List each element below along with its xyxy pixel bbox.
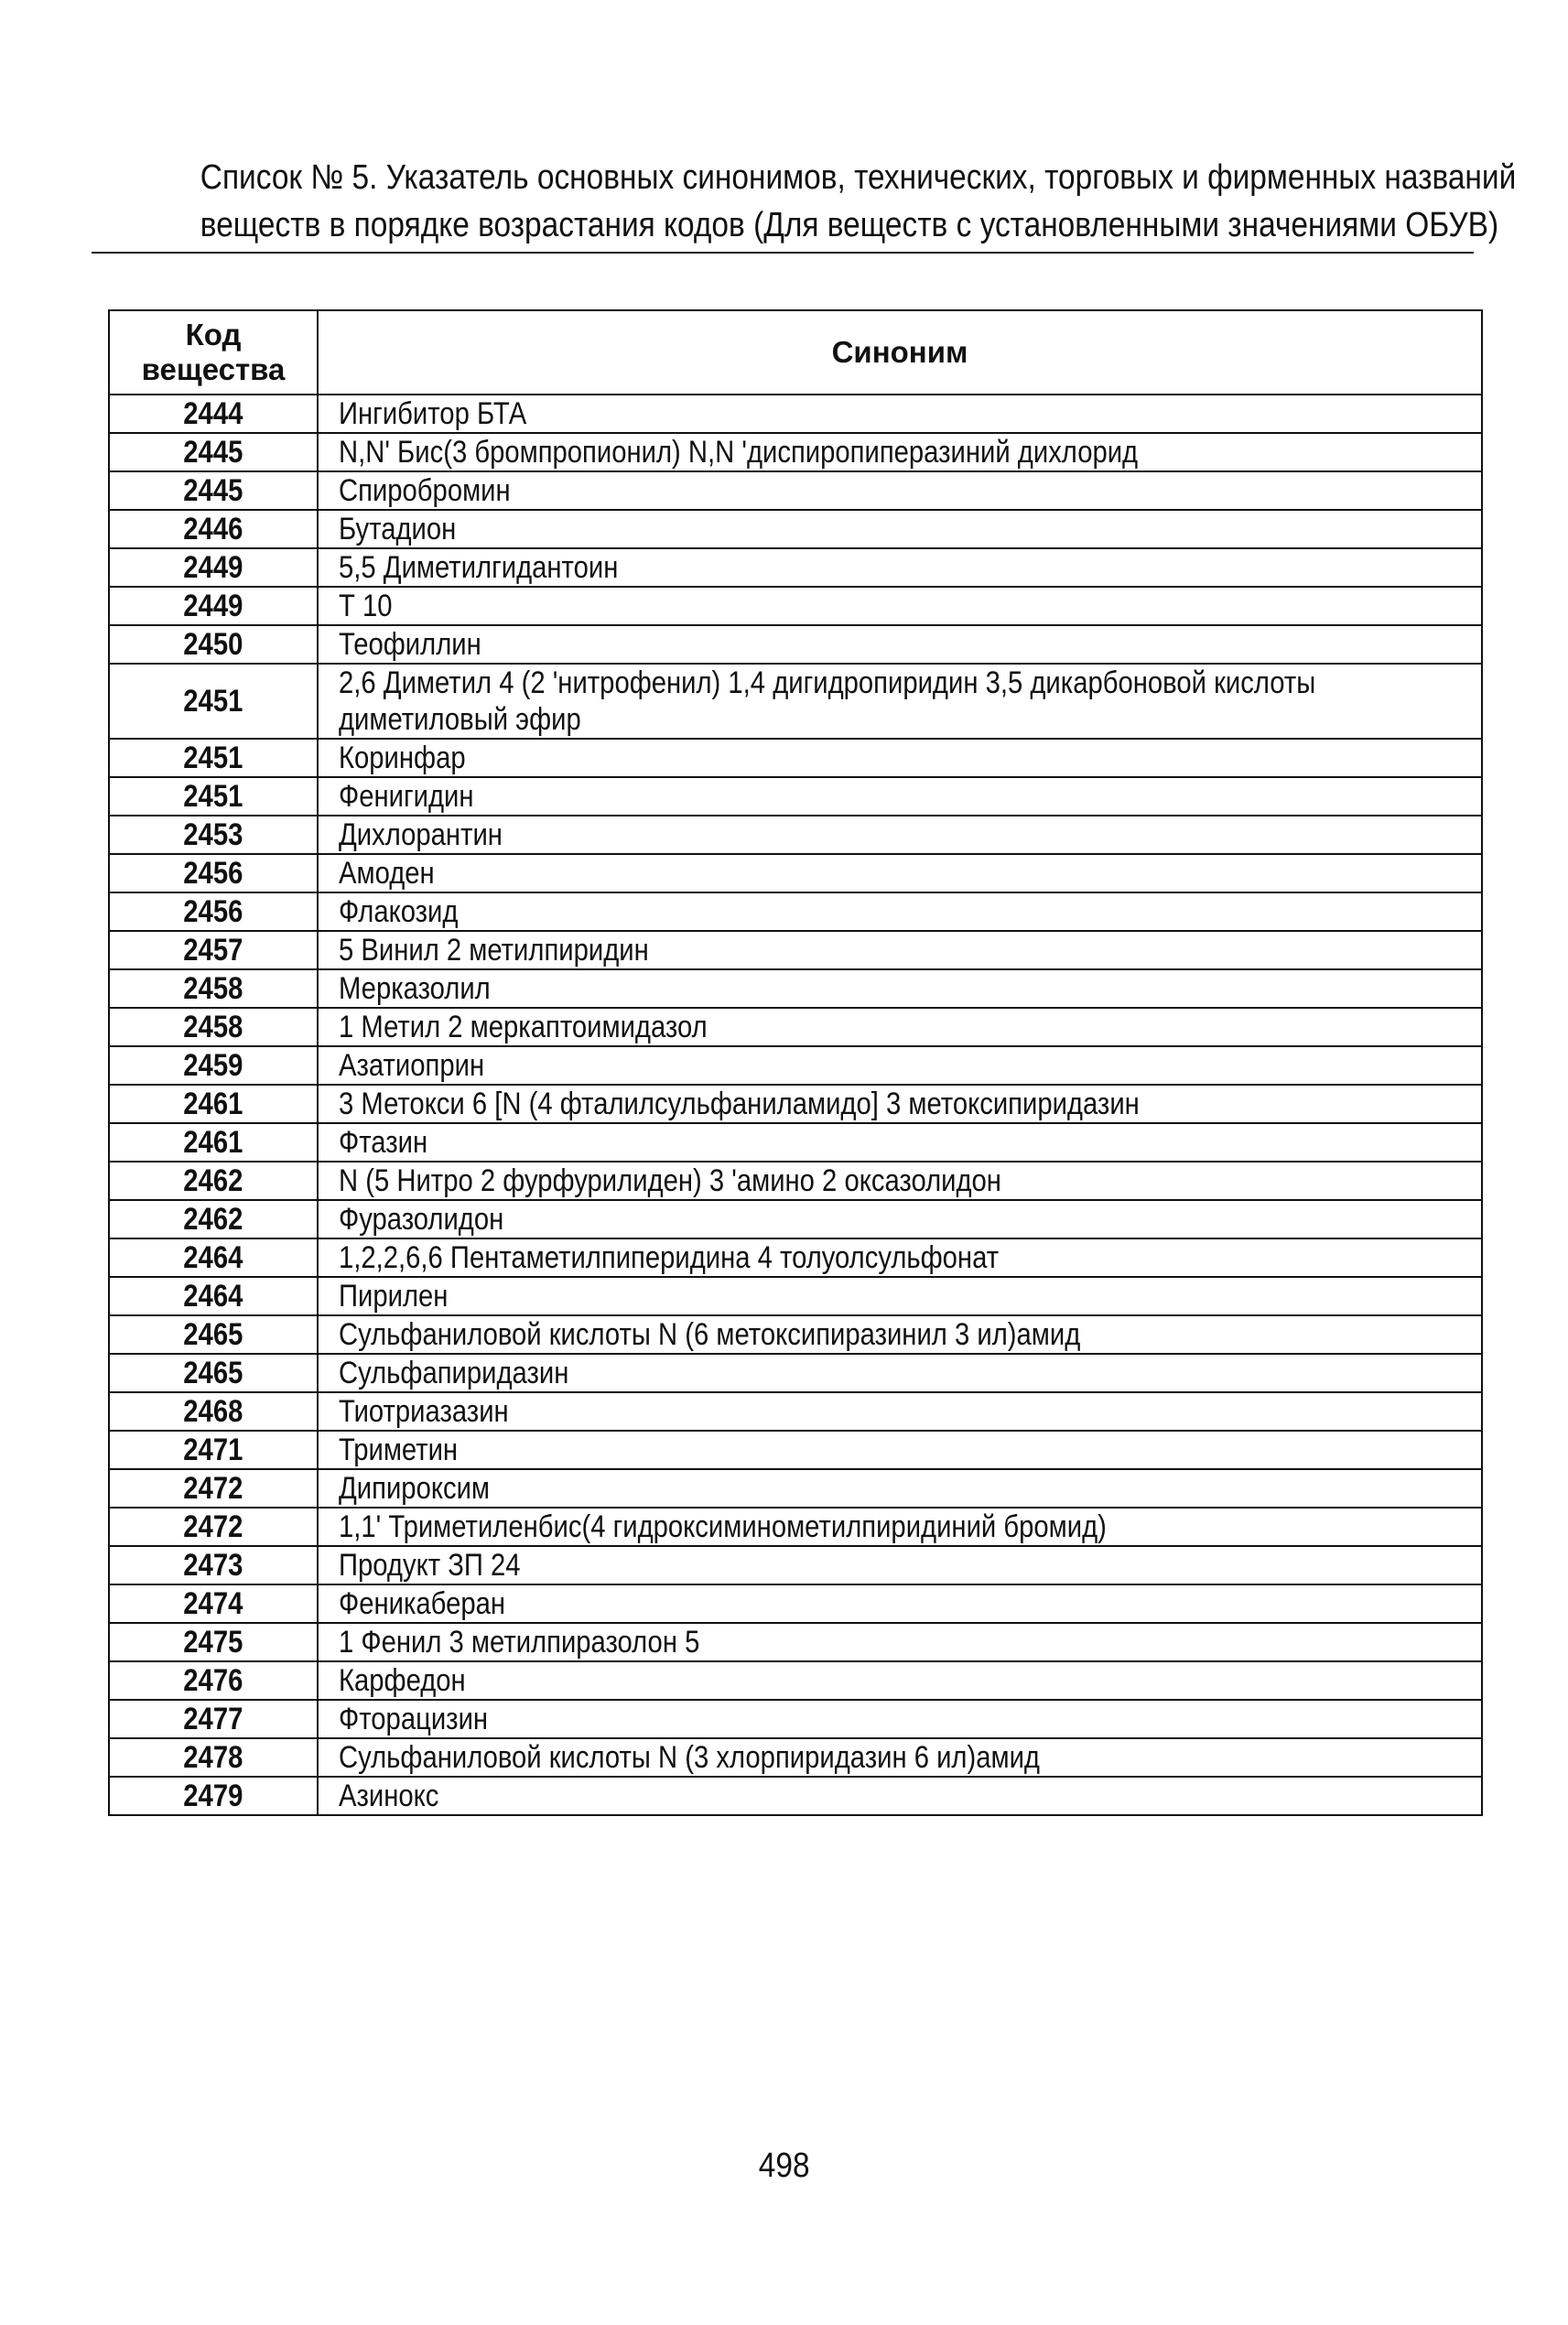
substance-code <box>109 931 318 969</box>
substance-code <box>109 587 318 625</box>
substance-code-text: 2468 <box>183 1393 243 1429</box>
substance-code <box>109 1238 318 1277</box>
substance-code-text: 2461 <box>183 1086 243 1121</box>
synonym-text: Азинокс <box>339 1779 439 1813</box>
synonym <box>318 1700 1482 1738</box>
substance-code <box>109 777 318 816</box>
synonym <box>318 1046 1482 1085</box>
substance-code <box>109 969 318 1008</box>
table-row <box>109 471 1482 510</box>
substance-code <box>109 892 318 931</box>
table-row <box>109 1508 1482 1546</box>
page-number-text: 498 <box>758 2147 810 2185</box>
substance-code <box>109 1469 318 1508</box>
synonym-text: Сульфаниловой кислоты N (3 хлорпиридазин 6 ил)амид <box>339 1740 1041 1775</box>
substance-code-text: 2458 <box>183 1009 243 1044</box>
table-row <box>109 854 1482 892</box>
synonym <box>318 664 1482 739</box>
table-row <box>109 1162 1482 1200</box>
header-code-line-2: вещества <box>141 352 286 386</box>
synonym <box>318 1200 1482 1238</box>
synonym-text: Амоден <box>339 856 435 891</box>
substance-code <box>109 1315 318 1354</box>
title-line-2: веществ в порядке возрастания кодов (Для веществ с установленными значениями ОБУВ) <box>200 206 1499 244</box>
synonym <box>318 816 1482 854</box>
synonym-text: Феникаберан <box>339 1586 506 1621</box>
synonym <box>318 931 1482 969</box>
synonym-text: Бутадион <box>339 512 457 546</box>
header-code-line-1: Код <box>185 318 242 351</box>
synonym-text: N (5 Нитро 2 фурфурилиден) 3 'амино 2 оксазолидон <box>339 1163 1001 1198</box>
synonym-text: 2,6 Диметил 4 (2 'нитрофенил) 1,4 дигидропиридин 3,5 дикарбоновой кислоты диметиловый эфир <box>339 665 1316 737</box>
substance-code-text: 2477 <box>183 1701 243 1736</box>
synonym-text: Теофиллин <box>339 627 481 662</box>
synonym <box>318 1508 1482 1546</box>
table-row <box>109 1200 1482 1238</box>
table-row <box>109 548 1482 587</box>
synonym-text: Фторацизин <box>339 1702 489 1736</box>
synonym <box>318 471 1482 510</box>
substance-code-text: 2457 <box>183 932 243 968</box>
synonym <box>318 1777 1482 1815</box>
substance-code-text: 2465 <box>183 1316 243 1352</box>
header-code <box>109 310 318 395</box>
table-row <box>109 433 1482 471</box>
substance-code-text: 2445 <box>183 472 243 508</box>
table-row <box>109 1046 1482 1085</box>
synonym <box>318 1238 1482 1277</box>
synonym-text: Триметин <box>339 1433 459 1467</box>
synonym-text: Азатиоприн <box>339 1048 485 1083</box>
substance-code-text: 2472 <box>183 1509 243 1544</box>
synonym-text: 3 Метокси 6 [N (4 фталилсульфаниламидо] 3 метоксипиридазин <box>339 1087 1140 1121</box>
page-title <box>200 154 1517 249</box>
synonym-text: Дипироксим <box>339 1471 491 1506</box>
substance-code <box>109 854 318 892</box>
substance-code <box>109 510 318 548</box>
synonym-text: 1,1' Триметиленбис(4 гидроксиминометилпиридиний бромид) <box>339 1509 1107 1544</box>
substance-code-text: 2458 <box>183 970 243 1006</box>
substance-code <box>109 471 318 510</box>
substance-code-text: 2472 <box>183 1470 243 1506</box>
synonym <box>318 1584 1482 1623</box>
synonym-text: 5 Винил 2 метилпиридин <box>339 933 649 968</box>
table-header-row <box>109 310 1482 395</box>
synonym-text: Тиотриазазин <box>339 1394 509 1429</box>
table-row <box>109 1354 1482 1392</box>
title-underline <box>92 252 1474 254</box>
synonym-text: Фенигидин <box>339 779 474 814</box>
substance-code <box>109 664 318 739</box>
synonym <box>318 892 1482 931</box>
substance-code-text: 2478 <box>183 1739 243 1775</box>
table-row <box>109 1469 1482 1508</box>
substance-code <box>109 1584 318 1623</box>
table-row <box>109 1392 1482 1431</box>
synonym <box>318 1431 1482 1469</box>
table-row <box>109 969 1482 1008</box>
substance-code-text: 2451 <box>183 740 243 775</box>
substance-code-text: 2474 <box>183 1585 243 1621</box>
synonym-text: Сульфаниловой кислоты N (6 метоксипиразинил 3 ил)амид <box>339 1317 1081 1352</box>
substance-code <box>109 1661 318 1700</box>
table-row <box>109 664 1482 739</box>
table-row <box>109 931 1482 969</box>
substance-code <box>109 816 318 854</box>
synonym-text: 5,5 Диметилгидантоин <box>339 550 619 585</box>
substance-code-text: 2479 <box>183 1778 243 1813</box>
synonym <box>318 1738 1482 1777</box>
header-synonym: Синоним <box>318 310 1482 395</box>
synonym <box>318 969 1482 1008</box>
substance-code-text: 2462 <box>183 1201 243 1237</box>
synonym-text: Продукт ЗП 24 <box>339 1548 521 1583</box>
table-row <box>109 1315 1482 1354</box>
synonym <box>318 1623 1482 1661</box>
table-row <box>109 1431 1482 1469</box>
substance-code <box>109 1008 318 1046</box>
synonym <box>318 1085 1482 1123</box>
substance-code <box>109 1162 318 1200</box>
substance-code-text: 2449 <box>183 549 243 585</box>
table-row <box>109 1546 1482 1584</box>
substance-code <box>109 1277 318 1315</box>
substance-code-text: 2444 <box>183 395 243 431</box>
substance-code-text: 2451 <box>183 778 243 814</box>
synonym <box>318 739 1482 777</box>
table-row <box>109 510 1482 548</box>
substance-code-text: 2461 <box>183 1124 243 1160</box>
table-row <box>109 1584 1482 1623</box>
synonym-text: Сульфапиридазин <box>339 1356 569 1390</box>
table-row <box>109 892 1482 931</box>
substance-code <box>109 1354 318 1392</box>
substance-code-text: 2471 <box>183 1432 243 1467</box>
synonym-text: Спиробромин <box>339 473 511 508</box>
substance-code <box>109 548 318 587</box>
synonym <box>318 433 1482 471</box>
synonym <box>318 1546 1482 1584</box>
synonym-text: Фуразолидон <box>339 1202 504 1237</box>
table-row <box>109 1661 1482 1700</box>
substance-code <box>109 1085 318 1123</box>
synonym-text: Пирилен <box>339 1279 449 1314</box>
synonym <box>318 510 1482 548</box>
substance-code <box>109 1123 318 1162</box>
synonym <box>318 854 1482 892</box>
synonym <box>318 1162 1482 1200</box>
synonym <box>318 1392 1482 1431</box>
synonym-text: 1 Фенил 3 метилпиразолон 5 <box>339 1625 700 1660</box>
substance-code-text: 2450 <box>183 626 243 662</box>
table-row <box>109 1623 1482 1661</box>
substance-code-text: 2476 <box>183 1662 243 1698</box>
substance-code-text: 2464 <box>183 1239 243 1275</box>
title-line-1: Список № 5. Указатель основных синонимов, технических, торговых и фирменных названий <box>200 158 1517 197</box>
table-row <box>109 1238 1482 1277</box>
substance-code <box>109 625 318 664</box>
substance-code-text: 2462 <box>183 1162 243 1198</box>
substance-code-text: 2446 <box>183 511 243 546</box>
substance-code <box>109 1508 318 1546</box>
substance-code <box>109 1431 318 1469</box>
substance-code <box>109 739 318 777</box>
substance-code <box>109 1392 318 1431</box>
synonym <box>318 1123 1482 1162</box>
synonym-table <box>108 309 1483 1816</box>
table-row <box>109 587 1482 625</box>
table-row <box>109 1738 1482 1777</box>
synonym-text: Мерказолил <box>339 971 491 1006</box>
synonym <box>318 1354 1482 1392</box>
substance-code-text: 2464 <box>183 1278 243 1314</box>
substance-code-text: 2453 <box>183 816 243 852</box>
synonym-text: Дихлорантин <box>339 817 503 852</box>
table-row <box>109 816 1482 854</box>
table-row <box>109 1777 1482 1815</box>
table-row <box>109 395 1482 433</box>
table-row <box>109 739 1482 777</box>
table-row <box>109 1277 1482 1315</box>
synonym-text: Т 10 <box>339 589 393 623</box>
synonym <box>318 587 1482 625</box>
substance-code-text: 2473 <box>183 1547 243 1583</box>
substance-code <box>109 1046 318 1085</box>
substance-code <box>109 1200 318 1238</box>
table-row <box>109 625 1482 664</box>
synonym <box>318 395 1482 433</box>
page-number <box>0 2147 1568 2186</box>
synonym <box>318 1008 1482 1046</box>
substance-code <box>109 1700 318 1738</box>
synonym <box>318 1315 1482 1354</box>
substance-code-text: 2459 <box>183 1047 243 1083</box>
substance-code-text: 2456 <box>183 893 243 929</box>
substance-code-text: 2445 <box>183 434 243 470</box>
table-row <box>109 1700 1482 1738</box>
substance-code <box>109 1546 318 1584</box>
synonym-text: Фтазин <box>339 1125 428 1160</box>
synonym <box>318 625 1482 664</box>
substance-code <box>109 395 318 433</box>
substance-code-text: 2451 <box>183 683 243 719</box>
synonym-text: Ингибитор БТА <box>339 396 527 431</box>
substance-code <box>109 1738 318 1777</box>
table-row <box>109 1123 1482 1162</box>
synonym-text: Коринфар <box>339 741 466 775</box>
synonym-text: Флакозид <box>339 894 459 929</box>
synonym <box>318 1277 1482 1315</box>
synonym <box>318 777 1482 816</box>
synonym-text: 1 Метил 2 меркаптоимидазол <box>339 1010 708 1044</box>
synonym <box>318 1469 1482 1508</box>
substance-code <box>109 433 318 471</box>
substance-code-text: 2475 <box>183 1624 243 1660</box>
substance-code <box>109 1777 318 1815</box>
synonym-text: N,N' Бис(3 бромпропионил) N,N 'диспиропиперазиний дихлорид <box>339 435 1139 470</box>
synonym <box>318 548 1482 587</box>
substance-code-text: 2465 <box>183 1355 243 1390</box>
substance-code <box>109 1623 318 1661</box>
synonym-text: Карфедон <box>339 1663 466 1698</box>
table-row <box>109 1008 1482 1046</box>
substance-code-text: 2456 <box>183 855 243 891</box>
synonym-text: 1,2,2,6,6 Пентаметилпиперидина 4 толуолсульфонат <box>339 1240 1000 1275</box>
substance-code-text: 2449 <box>183 588 243 623</box>
table-row <box>109 777 1482 816</box>
synonym <box>318 1661 1482 1700</box>
table-row <box>109 1085 1482 1123</box>
